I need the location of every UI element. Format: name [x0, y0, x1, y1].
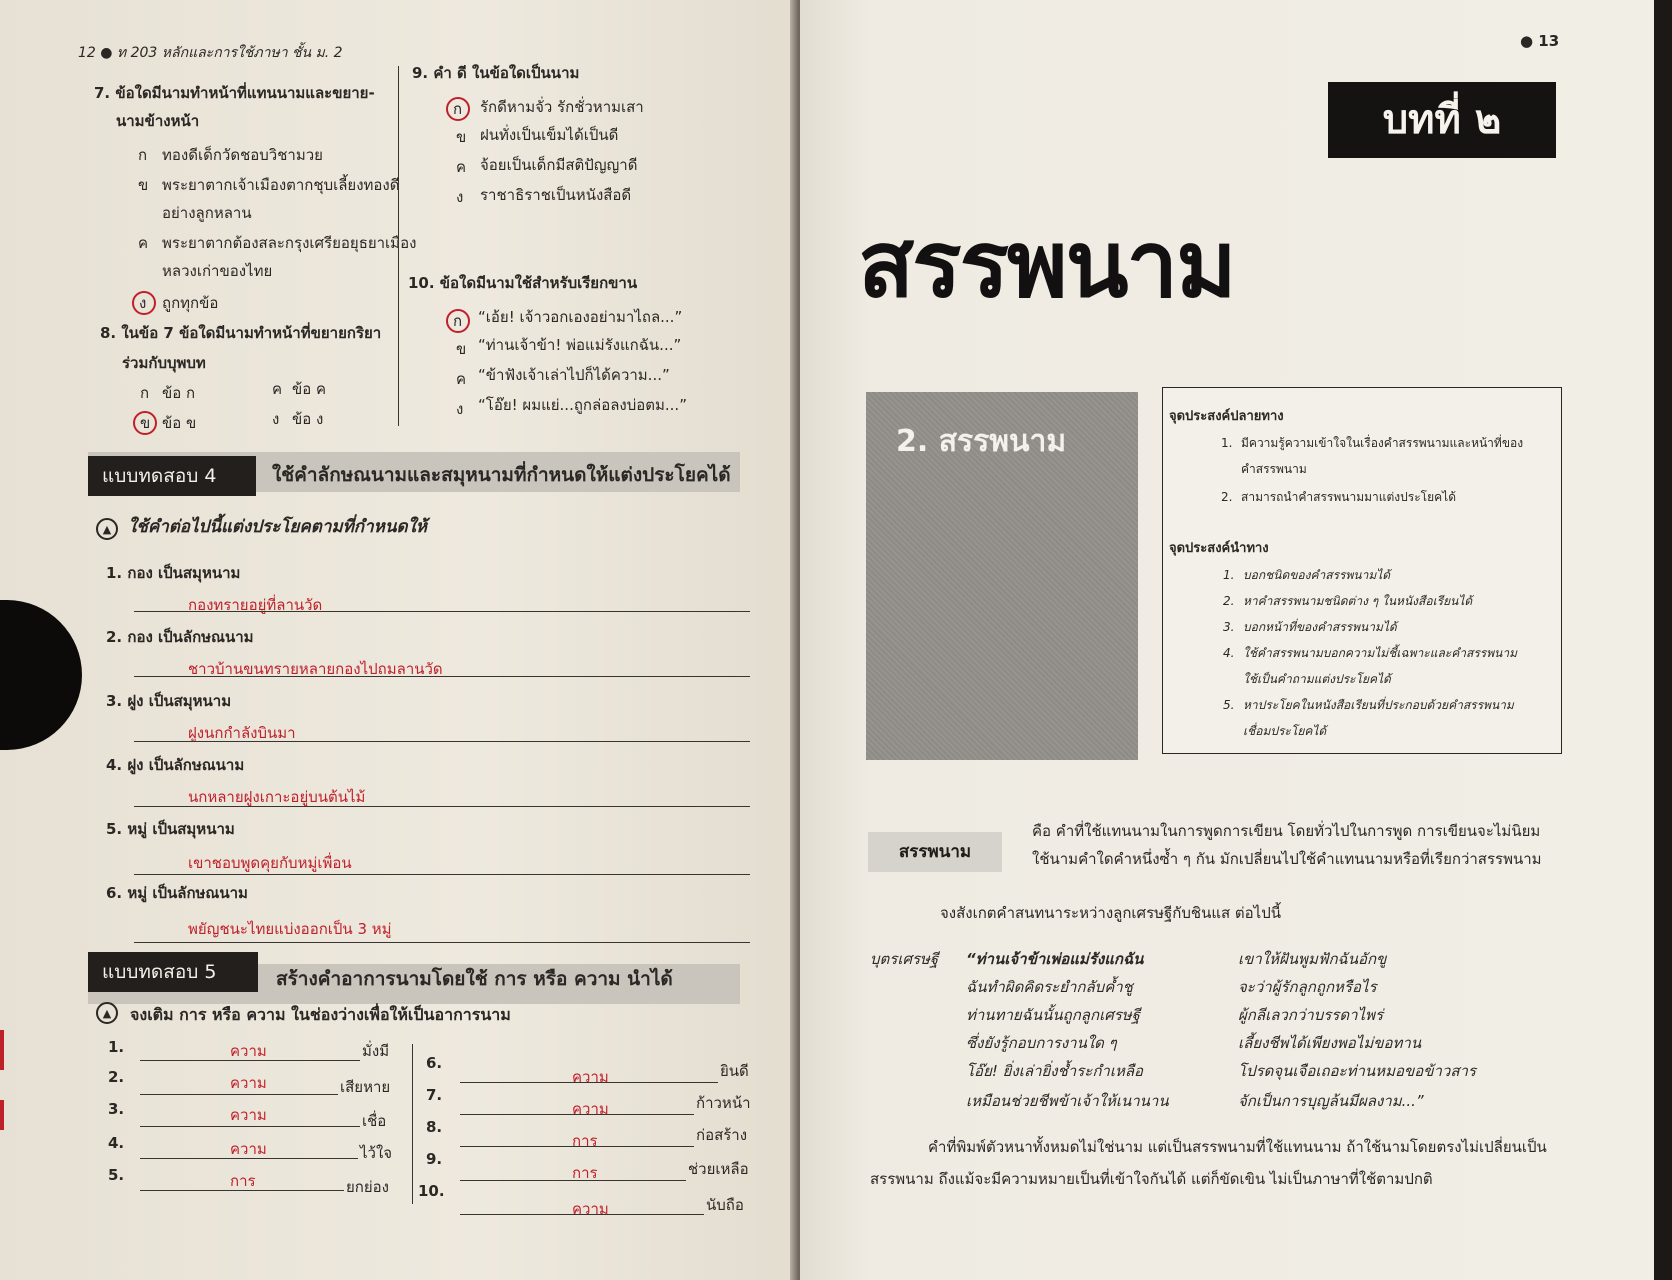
- q8-option-text: ข้อ ก: [162, 384, 196, 402]
- chapter-title: สรรพนาม: [858, 211, 1235, 318]
- ex5-answer: ความ: [572, 1100, 609, 1118]
- answer-line: [460, 1214, 704, 1215]
- q10-option-text: “โอ๊ย! ผมแย่...ถูกล่อลงบ่อตม...”: [478, 396, 687, 414]
- answer-line: [140, 1094, 338, 1095]
- q9-question: 9. คำ ดี ในข้อใดเป็นนาม: [412, 64, 580, 82]
- q8-question-cont: ร่วมกับบุพบท: [122, 354, 206, 372]
- ex5-word: ยกย่อง: [346, 1178, 389, 1196]
- q8-option-text: ข้อ ค: [292, 380, 327, 398]
- poem-line: เหมือนช่วยชีพข้าเจ้าให้เนานาน: [966, 1092, 1169, 1110]
- ex5-num: 10.: [418, 1182, 445, 1200]
- definition-text: คือ คำที่ใช้แทนนามในการพูดการเขียน โดยทั่วไปในการพูด การเขียนจะไม่นิยม: [1032, 822, 1541, 840]
- q10-option-letter: ก: [453, 312, 463, 330]
- answer-line: [460, 1082, 718, 1083]
- answer-line: [134, 806, 750, 807]
- edge-mark: [0, 1100, 4, 1130]
- q8-option-text: ข้อ ข: [162, 414, 197, 432]
- answer-line: [460, 1180, 686, 1181]
- q10-option-text: “ข้าฟังเจ้าเล่าไปก็ได้ความ...”: [478, 366, 670, 384]
- poem-line: “ท่านเจ้าข้าเพ่อแม่รังแกฉัน: [966, 950, 1144, 968]
- objective-number: 1.: [1221, 436, 1233, 450]
- poem-line: เขาให้ฝันพูมฟักฉันอักขู: [1238, 950, 1387, 968]
- ex5-answer: ความ: [572, 1068, 609, 1086]
- objective-text: บอกชนิดของคำสรรพนามได้: [1243, 568, 1391, 582]
- section-label: สรรพนาม: [868, 832, 1002, 872]
- page-header: 12 ● ท 203 หลักและการใช้ภาษา ชั้น ม. 2: [78, 45, 343, 61]
- exercise-4-instruction: ใช้คำต่อไปนี้แต่งประโยคตามที่กำหนดให้: [128, 517, 427, 537]
- q7-option-letter: ค: [138, 234, 149, 252]
- q7-option-text: พระยาตากต้องสละกรุงเศรียอยุธยาเมือง: [162, 234, 417, 252]
- q8-option-letter: ง: [272, 410, 280, 428]
- ex5-answer: ความ: [230, 1106, 267, 1124]
- objective-number: 2.: [1223, 594, 1235, 608]
- intro-text: จงสังเกตคำสนทนาระหว่างลูกเศรษฐีกับชินแส ต่อไปนี้: [940, 904, 1281, 922]
- exercise-4-label: แบบทดสอบ 4: [88, 456, 256, 496]
- ex5-word: นับถือ: [706, 1196, 744, 1214]
- q7-option-text: ทองดีเด็กวัดชอบวิชามวย: [162, 146, 323, 164]
- q8-option-text: ข้อ ง: [292, 410, 324, 428]
- q7-question-cont: นามข้างหน้า: [116, 112, 200, 130]
- ex5-word: ไว้ใจ: [360, 1144, 393, 1162]
- answer-line: [134, 676, 750, 677]
- objective-text: สามารถนำคำสรรพนามมาแต่งประโยคได้: [1241, 490, 1456, 504]
- ex4-prompt: 2. กอง เป็นลักษณนาม: [106, 628, 254, 646]
- q9-option-letter: ก: [453, 100, 463, 118]
- ex5-word: เสียหาย: [340, 1078, 391, 1096]
- answer-line: [140, 1060, 360, 1061]
- answer-line: [134, 611, 750, 612]
- ex5-answer: การ: [572, 1132, 598, 1150]
- q8-option-letter: ค: [272, 380, 283, 398]
- q10-question: 10. ข้อใดมีนามใช้สำหรับเรียกขาน: [408, 274, 638, 292]
- objective-text-cont: ใช้เป็นคำถามแต่งประโยคได้: [1243, 672, 1391, 686]
- poem-line: จักเป็นการบุญล้นมีผลงาม...”: [1238, 1092, 1424, 1110]
- answer-line: [460, 1114, 694, 1115]
- poem-line: ผู้กลีเลวกว่าบรรดาไพร่: [1238, 1006, 1384, 1024]
- q7-option-text-cont: อย่างลูกหลาน: [162, 204, 252, 222]
- poem-line: ฉันทำผิดคิดระยำกลับค้ำชู: [966, 978, 1133, 996]
- ex5-num: 8.: [426, 1118, 443, 1136]
- exercise-5-label: แบบทดสอบ 5: [88, 952, 258, 992]
- ex5-answer: ความ: [230, 1140, 267, 1158]
- ex5-word: ก้าวหน้า: [696, 1094, 751, 1112]
- answer-line: [134, 874, 750, 875]
- ex4-answer: พยัญชนะไทยแบ่งออกเป็น 3 หมู่: [188, 920, 392, 938]
- ex5-num: 9.: [426, 1150, 443, 1168]
- poem-line: ซึ่งยังรู้กอบการงานใด ๆ: [966, 1034, 1117, 1052]
- q10-option-letter: ค: [456, 370, 467, 388]
- q9-option-letter: ข: [456, 128, 467, 146]
- triangle-icon: ▲: [96, 1002, 118, 1024]
- column-divider: [398, 66, 399, 426]
- objective-number: 3.: [1223, 620, 1235, 634]
- q7-option-text: ถูกทุกข้อ: [162, 294, 219, 312]
- ex4-prompt: 1. กอง เป็นสมุหนาม: [106, 564, 241, 582]
- q9-option-text: รักดีหามจั่ว รักชั่วหามเสา: [480, 98, 644, 116]
- ex4-answer: ชาวบ้านขนทรายหลายกองไปถมลานวัด: [188, 660, 443, 678]
- q8-question: 8. ในข้อ 7 ข้อใดมีนามทำหน้าที่ขยายกริยา: [100, 324, 382, 342]
- poem-line: โปรดจุนเจือเถอะท่านหมอขอข้าวสาร: [1238, 1062, 1476, 1080]
- closing-text-cont: สรรพนาม ถึงแม้จะมีความหมายเป็นที่เข้าใจกันได้ แต่ก็ขัดเขิน ไม่เป็นภาษาที่ใช้ตามปกติ: [870, 1170, 1433, 1188]
- left-page: [0, 0, 800, 1280]
- closing-text: คำที่พิมพ์ตัวหนาทั้งหมดไม่ใช่นาม แต่เป็นสรรพนามที่ใช้แทนนาม ถ้าใช้นามโดยตรงไม่เปลี่ยนเป็น: [928, 1138, 1547, 1156]
- ex5-word: ยินดี: [720, 1062, 749, 1080]
- q9-option-text: จ้อยเป็นเด็กมีสติปัญญาดี: [480, 156, 638, 174]
- right-page: [800, 0, 1658, 1280]
- q8-option-letter: ข: [140, 414, 151, 432]
- ex5-num: 7.: [426, 1086, 443, 1104]
- enabling-objectives-title: จุดประสงค์นำทาง: [1169, 541, 1269, 556]
- ex5-num: 4.: [108, 1134, 125, 1152]
- ex4-prompt: 5. หมู่ เป็นสมุหนาม: [106, 820, 235, 838]
- ex4-prompt: 3. ฝูง เป็นสมุหนาม: [106, 692, 232, 710]
- objective-text: บอกหน้าที่ของคำสรรพนามได้: [1243, 620, 1397, 634]
- ex4-answer: นกหลายฝูงเกาะอยู่บนต้นไม้: [188, 788, 366, 806]
- objective-number: 5.: [1223, 698, 1235, 712]
- chapter-badge: บทที่ ๒: [1328, 82, 1556, 158]
- objective-text: ใช้คำสรรพนามบอกความไม่ชี้เฉพาะและคำสรรพนาม: [1243, 646, 1517, 660]
- answer-line: [134, 741, 750, 742]
- poem-line: เลี้ยงชีพได้เพียงพอไม่ขอทาน: [1238, 1034, 1422, 1052]
- answer-line: [460, 1146, 694, 1147]
- q8-option-letter: ก: [140, 384, 150, 402]
- ex5-num: 3.: [108, 1100, 125, 1118]
- q9-option-letter: ค: [456, 158, 467, 176]
- ex5-num: 1.: [108, 1038, 125, 1056]
- q9-option-text: ราชาธิราชเป็นหนังสือดี: [480, 186, 632, 204]
- answer-line: [140, 1158, 358, 1159]
- ex5-answer: ความ: [230, 1074, 267, 1092]
- edge-mark: [0, 1030, 4, 1070]
- answer-line: [140, 1190, 344, 1191]
- ex4-answer: เขาชอบพูดคุยกับหมู่เพื่อน: [188, 854, 352, 872]
- q10-option-text: “ท่านเจ้าข้า! พ่อแม่รังแกฉัน...”: [478, 336, 682, 354]
- triangle-icon: ▲: [96, 518, 118, 540]
- page-number: ● 13: [1520, 32, 1560, 50]
- ex4-prompt: 4. ฝูง เป็นลักษณนาม: [106, 756, 245, 774]
- ex5-num: 6.: [426, 1054, 443, 1072]
- objective-text: มีความรู้ความเข้าใจในเรื่องคำสรรพนามและหน้าที่ของ: [1241, 436, 1524, 450]
- poem-line: จะว่าผู้รักลูกถูกหรือไร: [1238, 978, 1377, 996]
- ex5-word: ก่อสร้าง: [696, 1126, 748, 1144]
- ex4-answer: กองทรายอยู่ที่ลานวัด: [188, 596, 323, 614]
- ex5-num: 2.: [108, 1068, 125, 1086]
- exercise-4-title: ใช้คำลักษณนามและสมุหนามที่กำหนดให้แต่งประโยคได้: [272, 464, 731, 486]
- q7-option-letter: ข: [138, 176, 149, 194]
- ex5-word: มั่งมี: [362, 1042, 390, 1060]
- ex5-word: ช่วยเหลือ: [688, 1160, 749, 1178]
- objective-text: หาประโยคในหนังสือเรียนที่ประกอบด้วยคำสรรพนาม: [1243, 698, 1514, 712]
- terminal-objectives-title: จุดประสงค์ปลายทาง: [1169, 409, 1284, 424]
- ex5-answer: ความ: [572, 1200, 609, 1218]
- definition-text-cont: ใช้นามคำใดคำหนึ่งซ้ำ ๆ กัน มักเปลี่ยนไปใช้คำแทนนามหรือที่เรียกว่าสรรพนาม: [1032, 850, 1542, 868]
- q10-option-letter: ข: [456, 340, 467, 358]
- exercise-5-title: สร้างคำอาการนามโดยใช้ การ หรือ ความ นำได้: [276, 968, 673, 990]
- ex4-prompt: 6. หมู่ เป็นลักษณนาม: [106, 884, 248, 902]
- objective-number: 4.: [1223, 646, 1235, 660]
- ex5-answer: การ: [572, 1164, 598, 1182]
- objective-text-cont: คำสรรพนาม: [1241, 462, 1307, 476]
- q9-option-text: ฝนทั่งเป็นเข็มได้เป็นดี: [480, 126, 619, 144]
- objective-number: 1.: [1223, 568, 1235, 582]
- q10-option-text: “เอ้ย! เจ้าวอกเองอย่ามาไถล...”: [478, 308, 683, 326]
- poem-line: ท่านทายฉันนั้นถูกลูกเศรษฐี: [966, 1006, 1140, 1024]
- ex5-answer: การ: [230, 1172, 256, 1190]
- ex5-num: 5.: [108, 1166, 125, 1184]
- poem-line: โอ๊ย! ยิ่งเล่ายิ่งช้ำระกำเหลือ: [966, 1062, 1144, 1080]
- q9-option-letter: ง: [456, 188, 464, 206]
- objective-number: 2.: [1221, 490, 1233, 504]
- objective-text: หาคำสรรพนามชนิดต่าง ๆ ในหนังสือเรียนได้: [1243, 594, 1473, 608]
- speaker-label: บุตรเศรษฐี: [870, 950, 939, 968]
- answer-line: [134, 942, 750, 943]
- q7-option-letter: ก: [138, 146, 148, 164]
- ex4-answer: ฝูงนกกำลังบินมา: [188, 724, 296, 742]
- answer-line: [140, 1126, 360, 1127]
- dark-spot: [0, 600, 82, 750]
- image-label: 2. สรรพนาม: [896, 424, 1067, 459]
- q7-option-letter: ง: [139, 294, 147, 312]
- q7-option-text-cont: หลวงเก่าของไทย: [162, 262, 273, 280]
- q7-question: 7. ข้อใดมีนามทำหน้าที่แทนนามและขยาย-: [94, 84, 375, 102]
- column-divider: [412, 1044, 413, 1204]
- objective-text-cont: เชื่อมประโยคได้: [1243, 724, 1327, 738]
- q10-option-letter: ง: [456, 400, 464, 418]
- page-edge: [1654, 0, 1672, 1280]
- q7-option-text: พระยาตากเจ้าเมืองตากชุบเลี้ยงทองดี: [162, 176, 400, 194]
- exercise-5-instruction: จงเติม การ หรือ ความ ในช่องว่างเพื่อให้เป็นอาการนาม: [130, 1005, 511, 1024]
- ex5-answer: ความ: [230, 1042, 267, 1060]
- chapter-image: [866, 392, 1138, 760]
- objectives-box: [1162, 387, 1562, 754]
- ex5-word: เชื่อ: [362, 1112, 387, 1130]
